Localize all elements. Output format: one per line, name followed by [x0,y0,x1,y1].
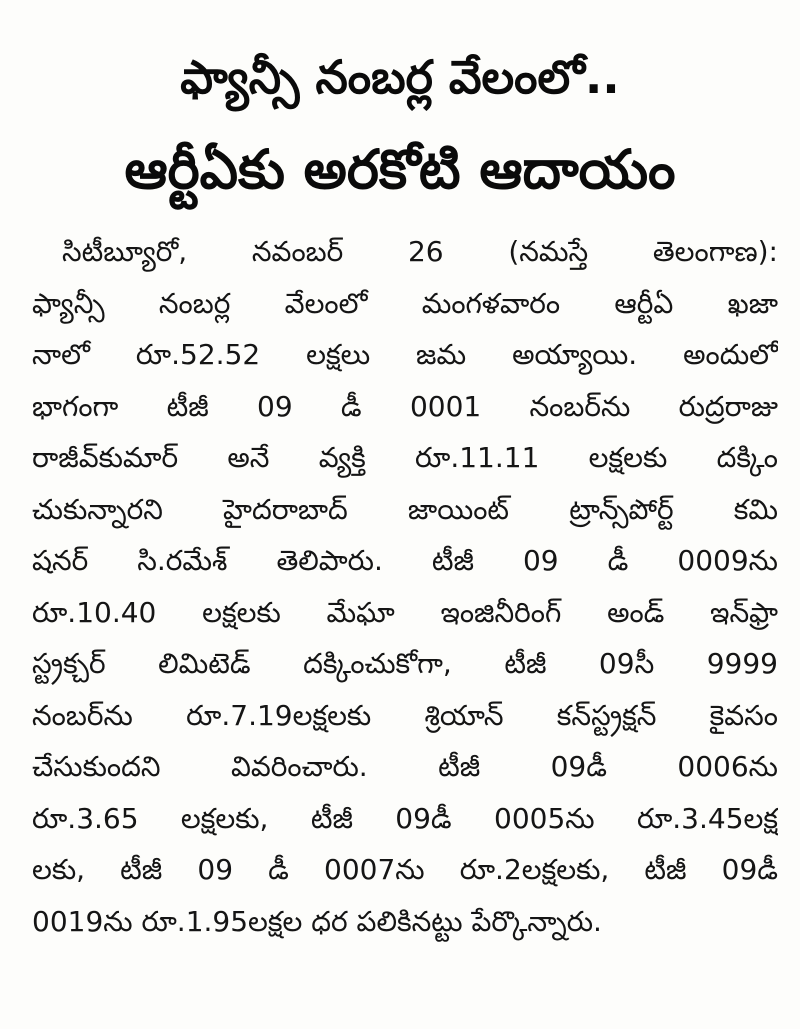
body-line: సిటీబ్యూరో, నవంబర్ 26 (నమస్తే తెలంగాణ): [62,235,778,268]
body-line: రూ.3.65 లక్షలకు, టీజీ 09డీ 0005ను రూ.3.45లక్ష [32,801,778,835]
body-line: చేసుకుందని వివరించారు. టీజీ 09డీ 0006ను [32,750,778,783]
body-line: నాలో రూ.52.52 లక్షలు జమ అయ్యాయి. అందులో [32,338,778,371]
article-body [32,226,778,947]
body-line: నంబర్‌ను రూ.7.19లక్షలకు శ్రియాన్ కన్‌స్ట్రక్షన్ కైవసం [32,698,778,732]
body-line: చుకున్నారని హైదరాబాద్ జాయింట్ ట్రాన్స్‌పోర్ట్ కమి [32,492,778,526]
body-line: 0019ను రూ.1.95లక్షల ధర పలికినట్టు పేర్కొన్నారు. [32,904,602,938]
body-line: భాగంగా టీజీ 09 డీ 0001 నంబర్‌ను రుద్రరాజు [32,389,778,423]
headline-line-2: ఆర్టీఏకు అరకోటి ఆదాయం [124,138,676,201]
body-line: షనర్ సి.రమేశ్ తెలిపారు. టీజీ 09 డీ 0009ను [32,544,778,577]
body-line: రాజీవ్‌కుమార్ అనే వ్యక్తి రూ.11.11 లక్షలకు దక్కిం [32,441,778,474]
body-line: ఫ్యాన్సీ నంబర్ల వేలంలో మంగళవారం ఆర్టీఏ ఖజా [32,286,778,320]
body-line: లకు, టీజీ 09 డీ 0007ను రూ.2లక్షలకు, టీజీ 09డీ [32,853,778,886]
body-line: రూ.10.40 లక్షలకు మేఘా ఇంజినీరింగ్ అండ్ ఇన్‌ఫ్రా [32,595,778,629]
headline-line-1: ఫ్యాన్సీ నంబర్ల వేలంలో.. [180,50,620,104]
body-line: స్ట్రక్చర్ లిమిటెడ్ దక్కించుకోగా, టీజీ 09సీ 9999 [32,647,778,680]
